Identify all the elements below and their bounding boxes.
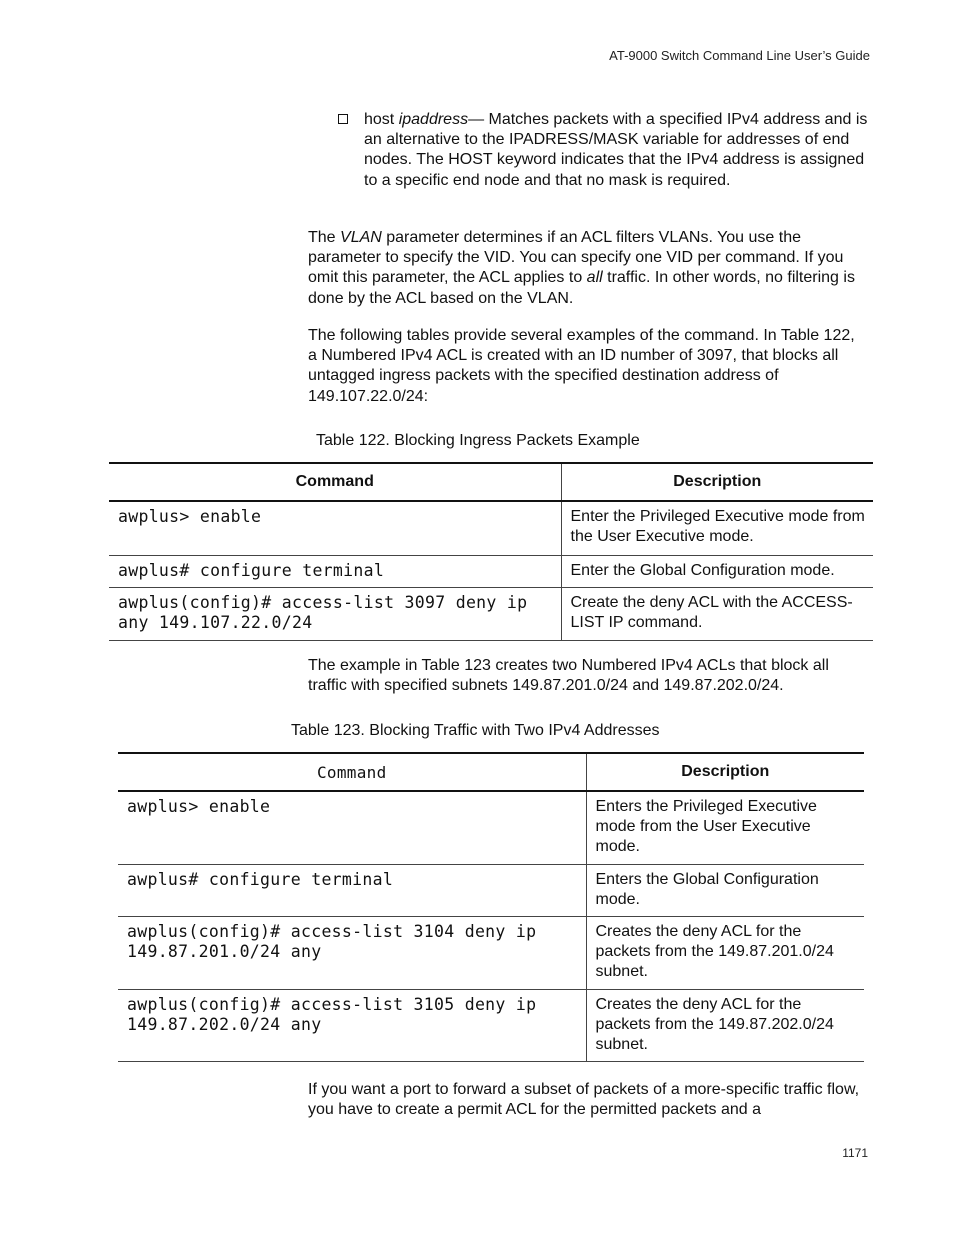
description-cell: Creates the deny ACL for the packets from the 149.87.202.0/24 subnet. <box>586 989 864 1062</box>
command-cell <box>118 989 586 1062</box>
description-cell: Enter the Privileged Executive mode from the User Executive mode. <box>561 501 873 556</box>
command-line: awplus(config)# access-list 3104 deny ip <box>127 922 537 942</box>
vlan-text-2: parameter determines if an ACL filters VLANs. You use the parameter to specify the VID. You can specify one VID per command. If you omit this parameter, the ACL applies to <box>308 229 844 287</box>
command-line: awplus(config)# access-list 3097 deny ip <box>118 593 528 613</box>
header-command: Command <box>109 463 561 501</box>
table-row <box>109 588 873 640</box>
description-cell: Creates the deny ACL for the packets from the 149.87.201.0/24 subnet. <box>586 917 864 990</box>
table-122-caption: Table 122. Blocking Ingress Packets Example <box>316 432 640 449</box>
checkbox-bullet-icon <box>338 114 348 124</box>
closing-paragraph: If you want a port to forward a subset of packets of a more-specific traffic flow, you have to create a permit ACL for the permitted packets and a <box>308 1081 860 1119</box>
description-cell: Enters the Privileged Executive mode from the User Executive mode. <box>586 791 864 864</box>
table-header-row <box>109 463 873 501</box>
command-cell <box>118 791 586 864</box>
bullet-text <box>364 110 868 191</box>
table-row <box>118 864 864 916</box>
description-cell: Enters the Global Configuration mode. <box>586 864 864 916</box>
command-cell <box>109 556 561 588</box>
running-header: AT-9000 Switch Command Line User’s Guide <box>609 48 870 63</box>
vlan-italic-2: all <box>586 269 603 287</box>
command-line: awplus> enable <box>127 797 271 816</box>
page-number: 1171 <box>842 1146 868 1160</box>
command-line: any 149.107.22.0/24 <box>118 613 313 633</box>
command-line: 149.87.202.0/24 any <box>127 1014 322 1034</box>
bullet-prefix: host <box>364 111 399 128</box>
tables-intro-paragraph: The following tables provide several examples of the command. In Table 122, a Numbered IPv4 ACL is created with an ID number of 3097, that blocks all untagged ingress packets with the specified destination address of 149.107.22.0/24: <box>308 327 855 405</box>
command-line: awplus> enable <box>118 507 262 526</box>
description-cell: Create the deny ACL with the ACCESS-LIST IP command. <box>561 588 873 640</box>
table-row <box>118 989 864 1062</box>
bullet-italic: ipaddress <box>398 111 469 128</box>
header-command: Command <box>118 753 586 791</box>
table-row <box>109 556 873 588</box>
description-cell: Enter the Global Configuration mode. <box>561 556 873 588</box>
vlan-text-3: traffic. In other words, no filtering is done by the ACL based on the VLAN. <box>308 269 855 307</box>
command-cell <box>118 917 586 990</box>
table-122 <box>109 462 873 641</box>
command-line: awplus# configure terminal <box>127 869 394 889</box>
table-123-caption: Table 123. Blocking Traffic with Two IPv4 Addresses <box>291 722 660 739</box>
header-description: Description <box>586 753 864 791</box>
table-row <box>118 791 864 864</box>
command-line: 149.87.201.0/24 any <box>127 942 322 962</box>
command-cell <box>118 864 586 916</box>
table-123 <box>118 752 864 1062</box>
table-header-row <box>118 753 864 791</box>
command-line: awplus# configure terminal <box>118 561 385 580</box>
vlan-italic-1: VLAN <box>340 229 382 246</box>
table-123-intro-paragraph: The example in Table 123 creates two Numbered IPv4 ACLs that block all traffic with specified subnets 149.87.201.0/24 and 149.87.202.0/24. <box>308 657 829 695</box>
command-cell <box>109 501 561 556</box>
header-description: Description <box>561 463 873 501</box>
command-line: awplus(config)# access-list 3105 deny ip <box>127 994 537 1014</box>
table-row <box>109 501 873 556</box>
table-row <box>118 917 864 990</box>
bullet-rest: — Matches packets with a specified IPv4 address and is an alternative to the IPADRESS/MASK variable for addresses of end nodes. The HOST keyword indicates that the IPv4 address is assigned to a specific end node and that no mask is required. <box>364 111 868 189</box>
vlan-paragraph <box>308 228 868 309</box>
vlan-text-1: The <box>308 229 341 246</box>
command-cell <box>109 588 561 640</box>
